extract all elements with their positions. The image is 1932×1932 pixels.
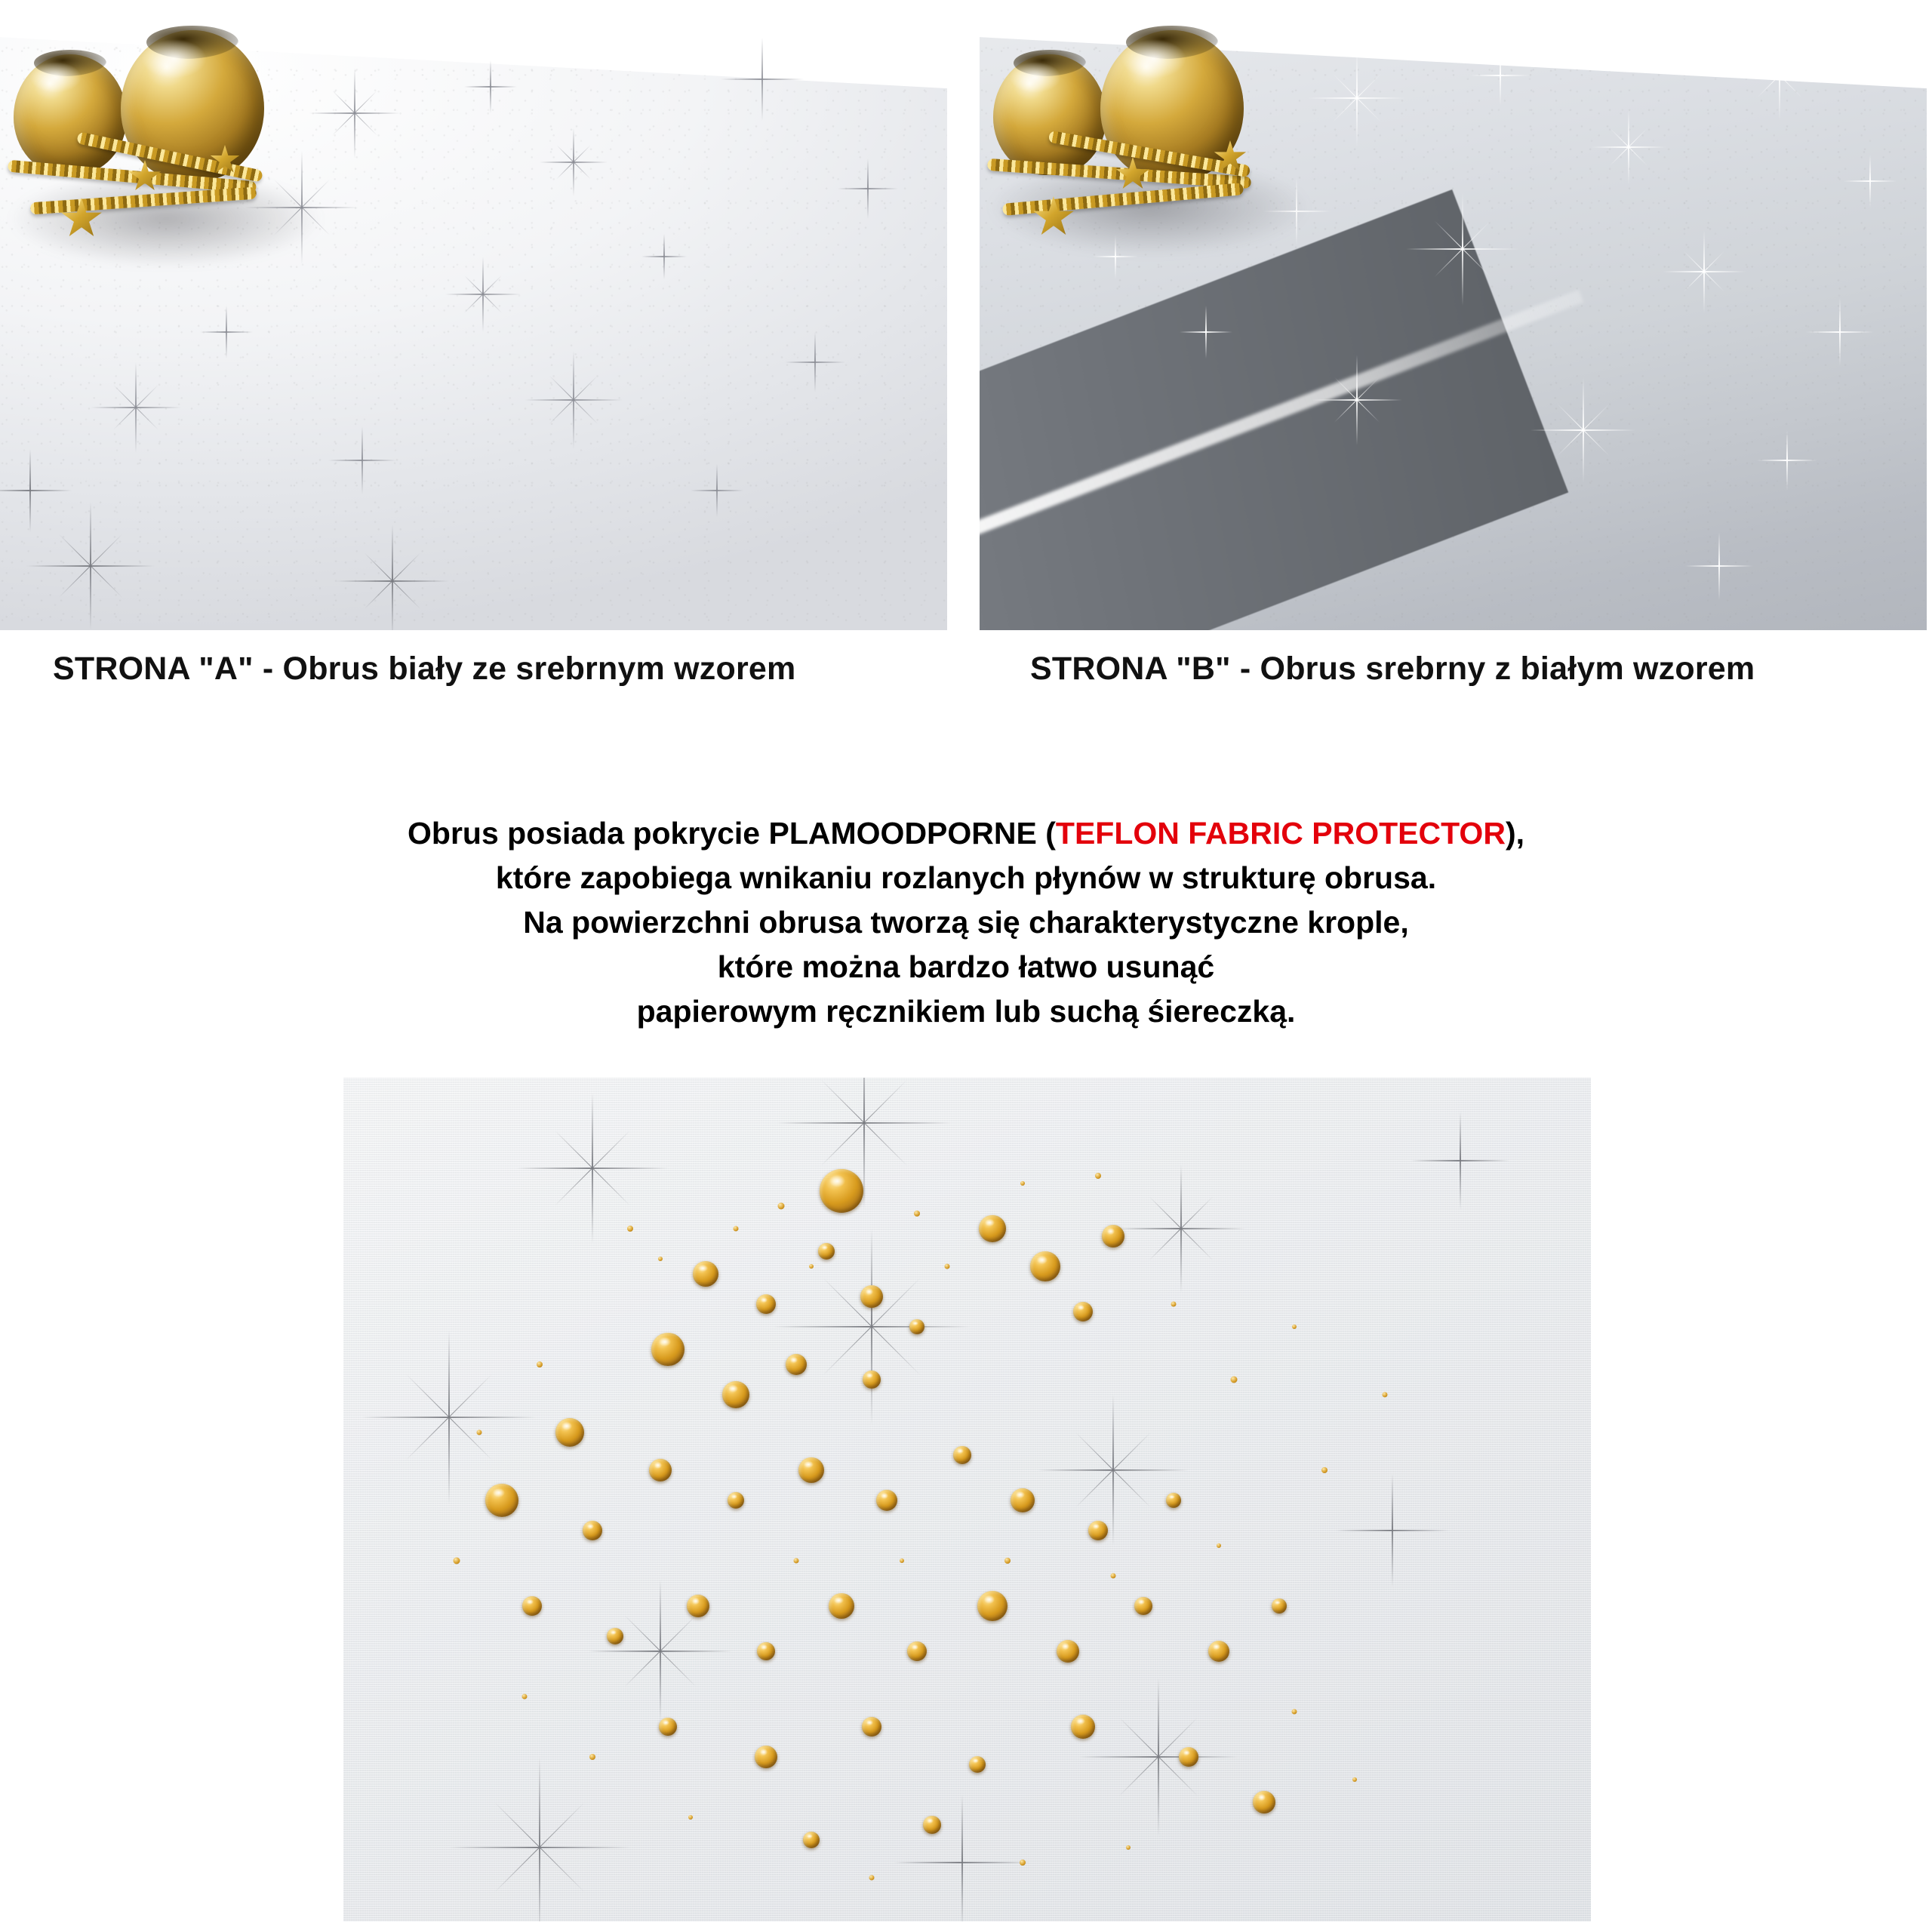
liquid-droplet xyxy=(1088,1521,1108,1540)
liquid-droplet xyxy=(786,1354,807,1375)
water-beading-demo-photo[interactable] xyxy=(343,1078,1591,1921)
tablecloth-side-b-photo[interactable] xyxy=(980,8,1927,630)
candle-opening xyxy=(1014,50,1086,76)
micro-droplet xyxy=(1383,1392,1388,1398)
liquid-droplet xyxy=(607,1628,623,1644)
micro-droplet xyxy=(537,1361,543,1367)
liquid-droplet xyxy=(979,1215,1006,1242)
liquid-droplet xyxy=(583,1521,602,1540)
liquid-droplet xyxy=(909,1319,924,1334)
micro-droplet xyxy=(627,1226,633,1232)
liquid-droplet xyxy=(863,1371,881,1389)
liquid-droplet xyxy=(1253,1791,1275,1814)
liquid-droplet xyxy=(1179,1747,1198,1767)
liquid-droplet xyxy=(876,1490,897,1511)
liquid-droplet xyxy=(1134,1597,1152,1615)
micro-droplet xyxy=(809,1264,814,1269)
tablecloth-side-a-photo[interactable] xyxy=(0,8,947,630)
teflon-description xyxy=(0,811,1932,1034)
liquid-droplet xyxy=(522,1596,542,1616)
liquid-droplet xyxy=(1071,1715,1095,1739)
teflon-highlight: TEFLON FABRIC PROTECTOR xyxy=(1055,816,1506,851)
micro-droplet xyxy=(794,1558,799,1564)
liquid-droplet xyxy=(923,1816,941,1834)
liquid-droplet xyxy=(907,1641,927,1661)
liquid-droplet xyxy=(977,1591,1008,1621)
description-line-5: papierowym ręcznikiem lub suchą śiereczką. xyxy=(636,994,1296,1029)
gold-candle-holders xyxy=(8,24,325,251)
micro-droplet xyxy=(589,1754,595,1760)
liquid-droplet xyxy=(1057,1640,1079,1663)
liquid-droplet xyxy=(728,1492,744,1509)
description-line-4: które można bardzo łatwo usunąć xyxy=(717,949,1215,984)
micro-droplet xyxy=(1111,1574,1116,1579)
liquid-droplet xyxy=(1166,1493,1181,1508)
gold-candle-holders xyxy=(987,24,1304,251)
micro-droplet xyxy=(1231,1377,1238,1383)
liquid-droplet xyxy=(651,1333,685,1366)
liquid-droplet xyxy=(649,1459,672,1481)
liquid-droplet xyxy=(829,1593,854,1619)
micro-droplet xyxy=(778,1203,785,1210)
description-line-1-pre: Obrus posiada pokrycie PLAMOODPORNE ( xyxy=(408,816,1056,851)
liquid-droplet xyxy=(687,1595,709,1617)
micro-droplet xyxy=(1126,1845,1131,1850)
description-line-1 xyxy=(0,811,1932,856)
liquid-droplet xyxy=(1011,1488,1035,1512)
description-line-1-post: ), xyxy=(1505,816,1524,851)
liquid-droplet xyxy=(1030,1251,1060,1281)
micro-droplet xyxy=(658,1257,663,1261)
liquid-droplet xyxy=(1272,1598,1287,1614)
micro-droplet xyxy=(1352,1777,1357,1782)
liquid-droplet xyxy=(485,1484,518,1517)
micro-droplet xyxy=(1004,1558,1011,1564)
liquid-droplet xyxy=(1102,1225,1124,1247)
bead-strand xyxy=(30,187,257,215)
micro-droplet xyxy=(734,1226,739,1232)
product-photo-row xyxy=(0,0,1932,638)
liquid-droplet xyxy=(659,1718,677,1736)
micro-droplet xyxy=(1292,1709,1297,1715)
liquid-droplet xyxy=(862,1717,881,1737)
liquid-droplet xyxy=(1208,1641,1229,1662)
micro-droplet xyxy=(1020,1181,1025,1186)
description-line-3: Na powierzchni obrusa tworzą się charakterystyczne krople, xyxy=(523,905,1409,940)
candle-opening xyxy=(1126,26,1218,59)
candle-opening xyxy=(34,50,106,76)
caption-side-b: STRONA "B" - Obrus srebrny z białym wzorem xyxy=(1030,651,1755,687)
description-line-2: które zapobiega wnikaniu rozlanych płynów w strukturę obrusa. xyxy=(495,860,1437,895)
micro-droplet xyxy=(1095,1173,1101,1179)
micro-droplet xyxy=(900,1558,904,1563)
liquid-droplet xyxy=(798,1457,824,1483)
micro-droplet xyxy=(1020,1860,1026,1866)
fabric-weave-texture xyxy=(343,1078,1591,1921)
caption-side-a: STRONA "A" - Obrus biały ze srebrnym wzorem xyxy=(53,651,796,687)
liquid-droplet xyxy=(1073,1302,1093,1321)
micro-droplet xyxy=(1292,1324,1297,1329)
liquid-droplet xyxy=(818,1243,835,1260)
micro-droplet xyxy=(454,1558,460,1564)
liquid-droplet xyxy=(757,1642,775,1660)
gold-bead-garland xyxy=(987,137,1312,251)
micro-droplet xyxy=(914,1211,920,1217)
liquid-droplet xyxy=(860,1285,883,1308)
liquid-droplet xyxy=(722,1381,749,1408)
micro-droplet xyxy=(1321,1467,1327,1473)
liquid-droplet xyxy=(756,1294,776,1314)
micro-droplet xyxy=(869,1875,875,1881)
photo-captions xyxy=(0,651,1932,711)
gold-bead-garland xyxy=(8,137,332,251)
micro-droplet xyxy=(522,1694,528,1700)
liquid-droplet xyxy=(555,1418,584,1447)
liquid-droplet xyxy=(953,1446,971,1464)
micro-droplet xyxy=(477,1430,482,1435)
liquid-droplet xyxy=(969,1756,986,1773)
bead-strand xyxy=(1002,183,1244,216)
candle-opening xyxy=(146,26,238,59)
micro-droplet xyxy=(688,1815,693,1820)
liquid-droplet xyxy=(803,1832,820,1848)
micro-droplet xyxy=(1217,1543,1221,1548)
liquid-droplet xyxy=(693,1261,718,1287)
liquid-droplet xyxy=(755,1746,777,1768)
liquid-droplet xyxy=(820,1169,863,1213)
micro-droplet xyxy=(1171,1302,1177,1307)
micro-droplet xyxy=(945,1264,950,1269)
